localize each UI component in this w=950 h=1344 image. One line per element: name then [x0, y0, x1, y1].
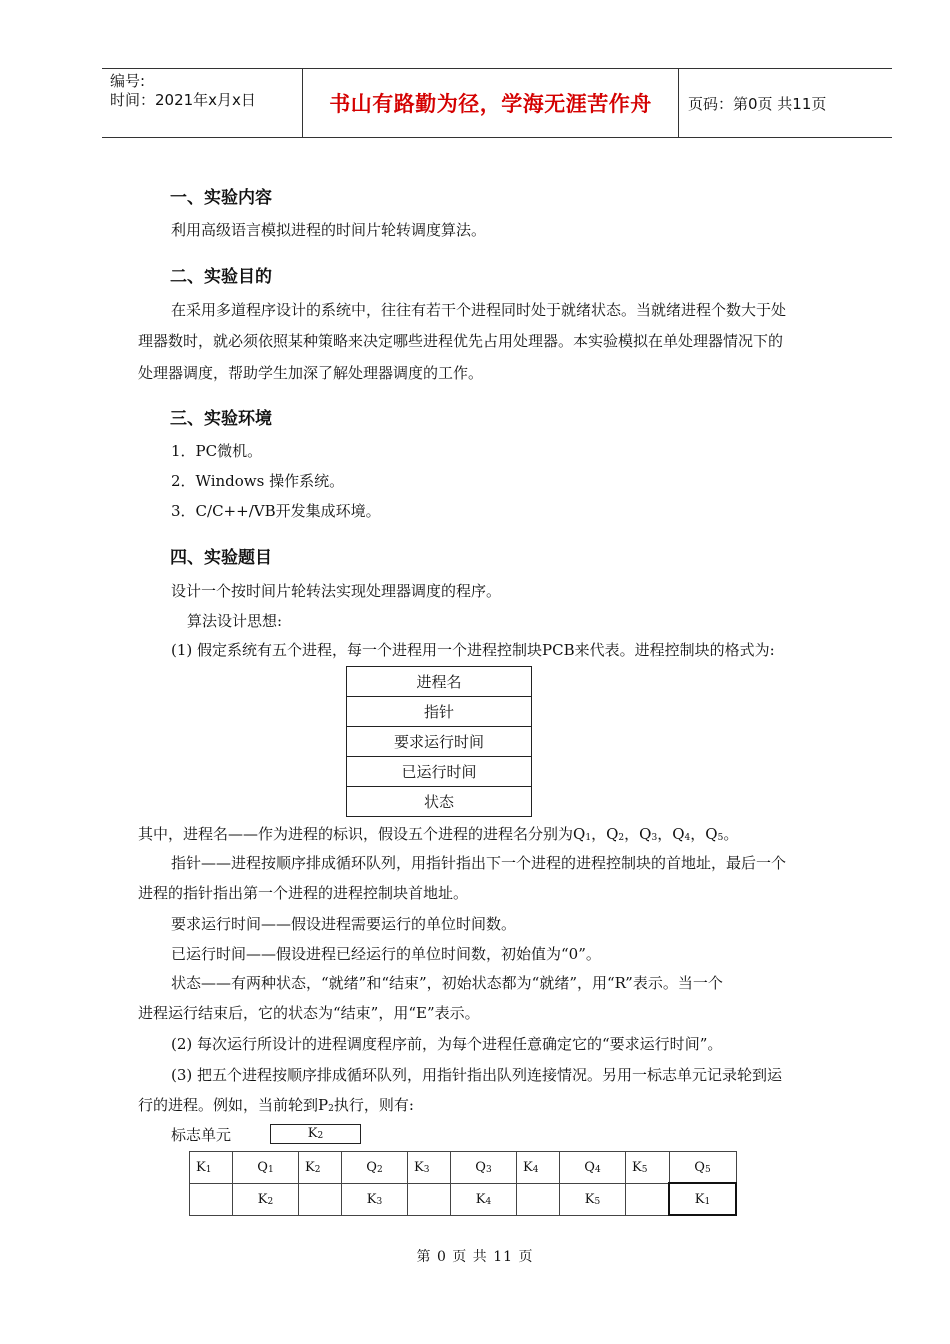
queue-cell: [408, 1183, 451, 1215]
point-2-text: (2) 每次运行所设计的进程调度程序前，为每个进程任意确定它的“要求运行时间”。: [171, 1035, 723, 1053]
table-row: [347, 667, 532, 697]
queue-cell: [299, 1183, 342, 1215]
queue-cell: $Q_1$: [233, 1152, 299, 1184]
table-row: [347, 697, 532, 727]
queue-cell: $K_2$: [299, 1152, 342, 1184]
queue-cell: $Q_2$: [342, 1152, 408, 1184]
point-3-line-2: 行的进程。例如，当前轮到$P_2$执行，则有:: [138, 1096, 414, 1114]
table-row: [347, 727, 532, 757]
required-time-description: 要求运行时间——假设进程需要运行的单位时间数。: [171, 915, 517, 933]
pcb-field: 已运行时间: [347, 757, 532, 787]
environment-item-2: 2．Windows 操作系统。: [171, 472, 345, 490]
pcb-field: 进程名: [347, 667, 532, 697]
section-title-purpose: 二、实验目的: [170, 267, 272, 287]
queue-cell: [190, 1183, 233, 1215]
purpose-line-2: 理器数时，就必须依照某种策略来决定哪些进程优先占用处理器。本实验模拟在单处理器情况下的: [138, 332, 784, 350]
motto-text: 书山有路勤为径，学海无涯苦作舟: [329, 92, 652, 116]
queue-cell: $K_2$: [233, 1183, 299, 1215]
pcb-format-table: [346, 666, 532, 817]
pointer-description-1: 指针——进程按顺序排成循环队列，用指针指出下一个进程的进程控制块的首地址，最后一个: [171, 854, 787, 872]
task-text: 设计一个按时间片轮转法实现处理器调度的程序。: [171, 582, 502, 600]
point-3-line-1: (3) 把五个进程按顺序排成循环队列，用指针指出队列连接情况。另用一标志单元记录轮到运: [171, 1066, 783, 1084]
header-page-number: 页码：第0页 共11页: [688, 95, 827, 113]
table-row: [190, 1152, 737, 1184]
section-title-content: 一、实验内容: [170, 188, 272, 208]
purpose-line-1: 在采用多道程序设计的系统中，往往有若干个进程同时处于就绪状态。当就绪进程个数大于处: [171, 301, 787, 319]
section-title-environment: 三、实验环境: [170, 409, 272, 429]
pointer-description-2: 进程的指针指出第一个进程的进程控制块首地址。: [138, 884, 469, 902]
flag-unit-box: $K_2$: [270, 1124, 361, 1144]
purpose-line-3: 处理器调度，帮助学生加深了解处理器调度的工作。: [138, 364, 484, 382]
point-1-text: (1) 假定系统有五个进程，每一个进程用一个进程控制块PCB来代表。进程控制块的格式为:: [171, 641, 775, 659]
queue-cell: $K_5$: [626, 1152, 670, 1184]
section-content-text: 利用高级语言模拟进程的时间片轮转调度算法。: [171, 221, 487, 239]
pcb-field: 状态: [347, 787, 532, 817]
queue-cell: $K_1$: [190, 1152, 233, 1184]
table-row: [347, 787, 532, 817]
queue-cell: $K_3$: [342, 1183, 408, 1215]
table-row: [190, 1183, 737, 1215]
document-time-label: 时间：2021年x月x日: [110, 91, 256, 109]
page-footer: 第 0 页 共 11 页: [416, 1249, 534, 1265]
pcb-field: 要求运行时间: [347, 727, 532, 757]
circular-queue-table: [189, 1151, 737, 1216]
page-header: [102, 68, 892, 138]
header-meta: [102, 69, 303, 137]
document-number-label: 编号:: [110, 72, 146, 90]
algorithm-label: 算法设计思想:: [187, 612, 283, 630]
queue-cell: $K_4$: [517, 1152, 560, 1184]
table-row: [347, 757, 532, 787]
queue-cell: [517, 1183, 560, 1215]
queue-cell-last-pointer: $K_1$: [669, 1183, 736, 1215]
queue-cell: $K_5$: [560, 1183, 626, 1215]
queue-cell: $K_3$: [408, 1152, 451, 1184]
environment-item-3: 3．C/C++/VB开发集成环境。: [171, 502, 381, 520]
section-title-task: 四、实验题目: [170, 548, 272, 568]
pcb-field: 指针: [347, 697, 532, 727]
queue-cell: $K_4$: [451, 1183, 517, 1215]
state-description-2: 进程运行结束后，它的状态为“结束”，用“E”表示。: [138, 1004, 480, 1022]
flag-unit-label: 标志单元: [171, 1126, 232, 1144]
environment-item-1: 1．PC微机。: [171, 442, 263, 460]
header-motto-cell: [303, 69, 679, 137]
queue-cell: $Q_3$: [451, 1152, 517, 1184]
queue-cell: $Q_4$: [560, 1152, 626, 1184]
elapsed-time-description: 已运行时间——假设进程已经运行的单位时间数，初始值为“0”。: [171, 945, 601, 963]
state-description-1: 状态——有两种状态，“就绪”和“结束”，初始状态都为“就绪”，用“R”表示。当一个: [171, 974, 723, 992]
queue-cell: $Q_5$: [669, 1152, 736, 1184]
process-name-description: 其中，进程名——作为进程的标识，假设五个进程的进程名分别为$Q_1$，$Q_2$，$Q_3$，$Q_4$，$Q_5$。: [138, 825, 739, 843]
queue-cell: [626, 1183, 670, 1215]
